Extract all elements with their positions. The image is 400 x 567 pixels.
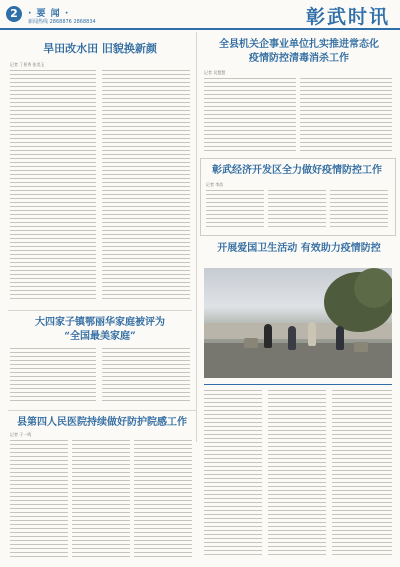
photo-sprayer <box>244 338 258 348</box>
header-rule <box>0 28 400 30</box>
article-1-body-col-2 <box>102 70 190 302</box>
article-6-photo <box>204 268 392 378</box>
article-6-body-col-2 <box>268 390 326 558</box>
photo-person <box>288 326 296 350</box>
hotline-info: 新闻热线 2868876 2868834 <box>28 19 96 25</box>
page-number-badge: 2 <box>6 6 22 22</box>
article-2-title: 大四家子镇鄂丽华家庭被评为 <box>35 317 165 328</box>
article-6-title: 开展爱国卫生活动 有效助力疫情防控 <box>217 243 381 254</box>
article-3-body-col-1 <box>10 440 68 560</box>
photo-person <box>308 322 316 346</box>
article-1-byline: 记者 丁景秀 张美玉 <box>10 62 45 67</box>
article-5-body-col-1 <box>206 190 264 230</box>
article-6-body-col-1 <box>204 390 262 558</box>
column-divider <box>196 32 197 442</box>
photo-tree-2 <box>354 268 392 308</box>
article-3-byline: 记者 于一鸣 <box>10 432 32 437</box>
article-3-title: 县第四人民医院持续做好防护院感工作 <box>17 417 187 428</box>
article-4-body-col-1 <box>204 78 296 152</box>
article-5-body-col-2 <box>268 190 326 230</box>
article-5-body-col-3 <box>330 190 388 230</box>
article-2-title-line-2: “全国最美家庭” <box>64 331 136 342</box>
article-5-title: 彰武经济开发区全力做好疫情防控工作 <box>212 165 382 176</box>
article-2-top-rule <box>8 310 192 311</box>
photo-person <box>264 324 272 348</box>
article-3-top-rule <box>8 410 196 411</box>
article-6-body-col-3 <box>332 390 392 558</box>
article-3-body-col-2 <box>72 440 130 560</box>
article-1-title: 旱田改水田 旧貌换新颜 <box>43 42 157 55</box>
article-4-byline: 记者 吴慧慧 <box>204 70 226 75</box>
article-4-title: 全县机关企事业单位扎实推进常态化 <box>219 39 379 50</box>
newspaper-masthead: 彰武时讯 <box>305 6 390 28</box>
photo-caption-rule <box>204 384 392 385</box>
section-label: · 要 闻 · <box>28 9 70 19</box>
article-5-byline: 记者 李浩 <box>206 182 224 187</box>
article-3-body-col-3 <box>134 440 192 560</box>
article-1-body-col-1 <box>10 70 96 302</box>
article-2-body-col-2 <box>102 348 190 404</box>
photo-person <box>336 326 344 350</box>
article-2-body-col-1 <box>10 348 96 404</box>
photo-sprayer <box>354 342 368 352</box>
article-4-title-line-2: 疫情防控清毒消杀工作 <box>249 53 349 64</box>
article-4-body-col-2 <box>300 78 392 152</box>
